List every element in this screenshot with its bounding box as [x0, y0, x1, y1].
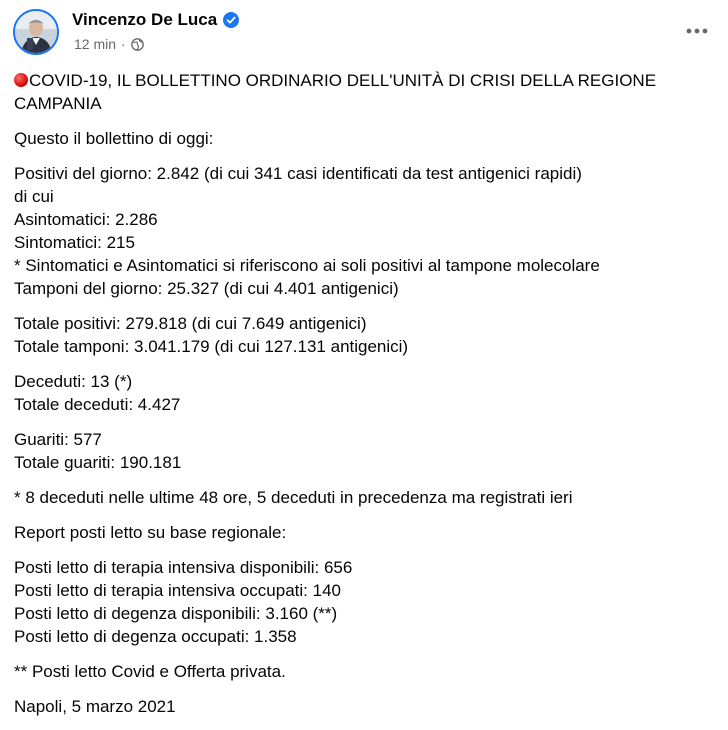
deaths-note-paragraph	[14, 486, 714, 509]
author-name[interactable]: Vincenzo De Luca	[72, 10, 218, 29]
beds-note-paragraph	[14, 660, 714, 683]
text-line: Posti letto di degenza occupati: 1.358	[14, 627, 297, 646]
red-circle-icon	[14, 73, 28, 87]
author-avatar[interactable]	[13, 9, 59, 55]
text-line: di cui	[14, 187, 54, 206]
text-line: Totale tamponi: 3.041.179 (di cui 127.131 antigenici)	[14, 337, 409, 356]
text-line: Totale guariti: 190.181	[14, 453, 182, 472]
text-line: Deceduti: 13 (*)	[14, 372, 133, 391]
report-heading-paragraph	[14, 521, 714, 544]
globe-icon[interactable]	[131, 38, 144, 51]
text-line: * 8 deceduti nelle ultime 48 ore, 5 deceduti in precedenza ma registrati ieri	[14, 488, 573, 507]
post-title-text: COVID-19, IL BOLLETTINO ORDINARIO DELL'UNITÀ DI CRISI DELLA REGIONE CAMPANIA	[14, 71, 657, 113]
post-title	[14, 69, 694, 115]
text-line: Posti letto di terapia intensiva occupati: 140	[14, 581, 341, 600]
post-body	[14, 69, 714, 730]
text-line: Tamponi del giorno: 25.327 (di cui 4.401 antigenici)	[14, 279, 399, 298]
more-options-button[interactable]	[684, 18, 710, 44]
intro-paragraph	[14, 127, 714, 150]
post-header	[0, 0, 728, 66]
text-line: Posti letto di terapia intensiva disponibili: 656	[14, 558, 353, 577]
author-line	[72, 9, 239, 31]
text-line: ** Posti letto Covid e Offerta privata.	[14, 662, 286, 681]
text-line: * Sintomatici e Asintomatici si riferiscono ai soli positivi al tampone molecolare	[14, 256, 600, 275]
text-line: Asintomatici: 2.286	[14, 210, 158, 229]
text-line: Report posti letto su base regionale:	[14, 523, 287, 542]
intro-text: Questo il bollettino di oggi:	[14, 129, 214, 148]
totals-paragraph	[14, 312, 714, 358]
text-line: Sintomatici: 215	[14, 233, 135, 252]
recovered-paragraph	[14, 428, 714, 474]
deaths-paragraph	[14, 370, 714, 416]
avatar-image	[15, 11, 57, 53]
post-timestamp[interactable]: 12 min	[74, 36, 117, 52]
text-line: Napoli, 5 marzo 2021	[14, 697, 176, 716]
more-options-icon	[686, 28, 708, 34]
daily-positives-paragraph	[14, 162, 714, 300]
beds-paragraph	[14, 556, 714, 648]
post-meta	[74, 35, 144, 53]
signature-paragraph	[14, 695, 714, 718]
verified-badge-icon	[223, 12, 239, 28]
text-line: Totale positivi: 279.818 (di cui 7.649 antigenici)	[14, 314, 367, 333]
meta-separator: ·	[121, 36, 126, 52]
text-line: Positivi del giorno: 2.842 (di cui 341 casi identificati da test antigenici rapidi)	[14, 164, 582, 183]
text-line: Posti letto di degenza disponibili: 3.160 (**)	[14, 604, 338, 623]
text-line: Guariti: 577	[14, 430, 102, 449]
text-line: Totale deceduti: 4.427	[14, 395, 181, 414]
